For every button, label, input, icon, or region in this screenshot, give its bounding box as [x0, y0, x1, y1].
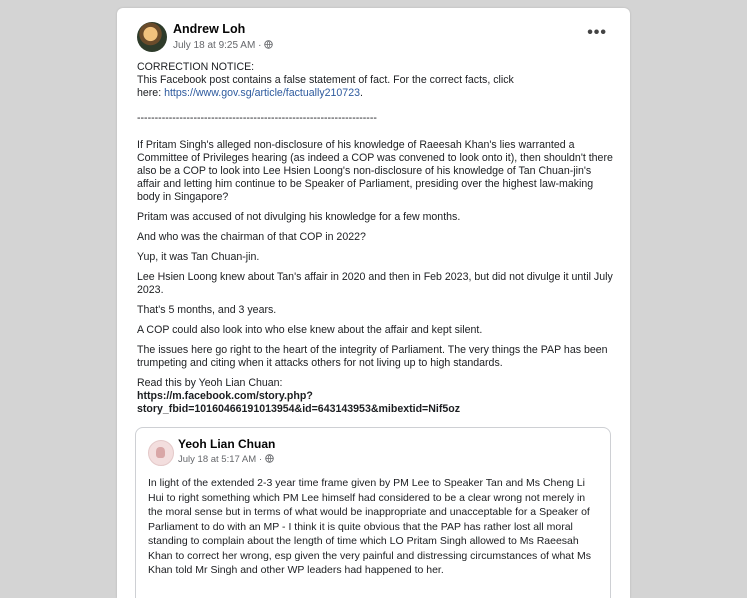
- post-body: [137, 61, 615, 416]
- separator-dot: ·: [258, 40, 262, 51]
- shared-meta: [178, 454, 274, 465]
- correction-text: This Facebook post contains a false statement of fact. For the correct facts, click: [137, 74, 514, 86]
- shared-author[interactable]: Yeoh Lian Chuan: [178, 437, 276, 451]
- globe-icon: [264, 40, 273, 49]
- post-paragraph: Pritam was accused of not divulging his knowledge for a few months.: [137, 211, 461, 223]
- story-link-line2[interactable]: story_fbid=10160466191013954&id=643143953&mibextid=Nif5oz: [137, 403, 461, 415]
- separator-dot: ·: [258, 454, 262, 465]
- post-paragraph: Lee Hsien Loong knew about Tan's affair in 2020 and then in Feb 2023, but did not divulge it until July 2023.: [137, 271, 613, 296]
- globe-icon: [265, 454, 274, 463]
- post-paragraph: A COP could also look into who else knew about the affair and kept silent.: [137, 324, 483, 336]
- post-header: [137, 20, 607, 60]
- shared-text: In light of the extended 2-3 year time frame given by PM Lee to Speaker Tan and Ms Cheng Li Hui to right something which PM Lee himself had considered to be a clear wrong not merely in the moral sense but in terms of what would be inappropriate and unacceptable for a Speaker of Parliament to do with an MP - I think it is quite obvious that the PAP has rather lost all moral standing to complain about the length of time which LO Pritam Singh allowed to Ms Raeesah Khan to correct her wrong, esp given the very painful and distressing circumstances of what Ms Khan told Mr Singh and other WP leaders had happened to her.: [148, 477, 591, 576]
- post-timestamp[interactable]: July 18 at 9:25 AM: [173, 40, 256, 51]
- read-this: [137, 377, 615, 416]
- avatar[interactable]: [137, 22, 167, 52]
- post-paragraph: Yup, it was Tan Chuan-jin.: [137, 251, 260, 263]
- correction-notice: CORRECTION NOTICE: This Facebook post contains a false statement of fact. For the correct facts, click here: https://www.gov.sg/article/factually210723.: [137, 61, 514, 99]
- shared-post[interactable]: [135, 427, 611, 598]
- post-paragraph: If Pritam Singh's alleged non-disclosure of his knowledge of Raeesah Khan's lies warranted a Committee of Privileges hearing (as indeed a COP was convened to look onto it), then shouldn't there also be a COP to look into Lee Hsien Loong's non-disclosure of his knowledge of Tan Chuan-jin's affair and letting him continue to be Speaker of Parliament, presiding over the highest law-making body in Singapore?: [137, 139, 613, 203]
- post-paragraph: The issues here go right to the heart of the integrity of Parliament. The very things the PAP has been trumpeting and citing when it attacks others for not living up to high standards.: [137, 344, 608, 369]
- story-link-line1[interactable]: https://m.facebook.com/story.php?: [137, 390, 313, 402]
- correction-here: here:: [137, 87, 165, 99]
- read-this-label: Read this by Yeoh Lian Chuan:: [137, 377, 283, 389]
- post-author[interactable]: Andrew Loh: [173, 22, 246, 36]
- shared-timestamp[interactable]: July 18 at 5:17 AM: [178, 454, 257, 465]
- post-meta: [173, 40, 273, 51]
- more-options-button[interactable]: •••: [587, 24, 607, 41]
- shared-avatar[interactable]: [148, 440, 174, 466]
- post-paragraph: That's 5 months, and 3 years.: [137, 304, 277, 316]
- post-paragraph: And who was the chairman of that COP in 2022?: [137, 231, 366, 243]
- correction-title: CORRECTION NOTICE:: [137, 61, 255, 73]
- facebook-post-card: [117, 8, 630, 598]
- correction-link[interactable]: https://www.gov.sg/article/factually210723: [164, 87, 360, 99]
- divider-line: --------------------------------------------------------------------: [137, 112, 377, 124]
